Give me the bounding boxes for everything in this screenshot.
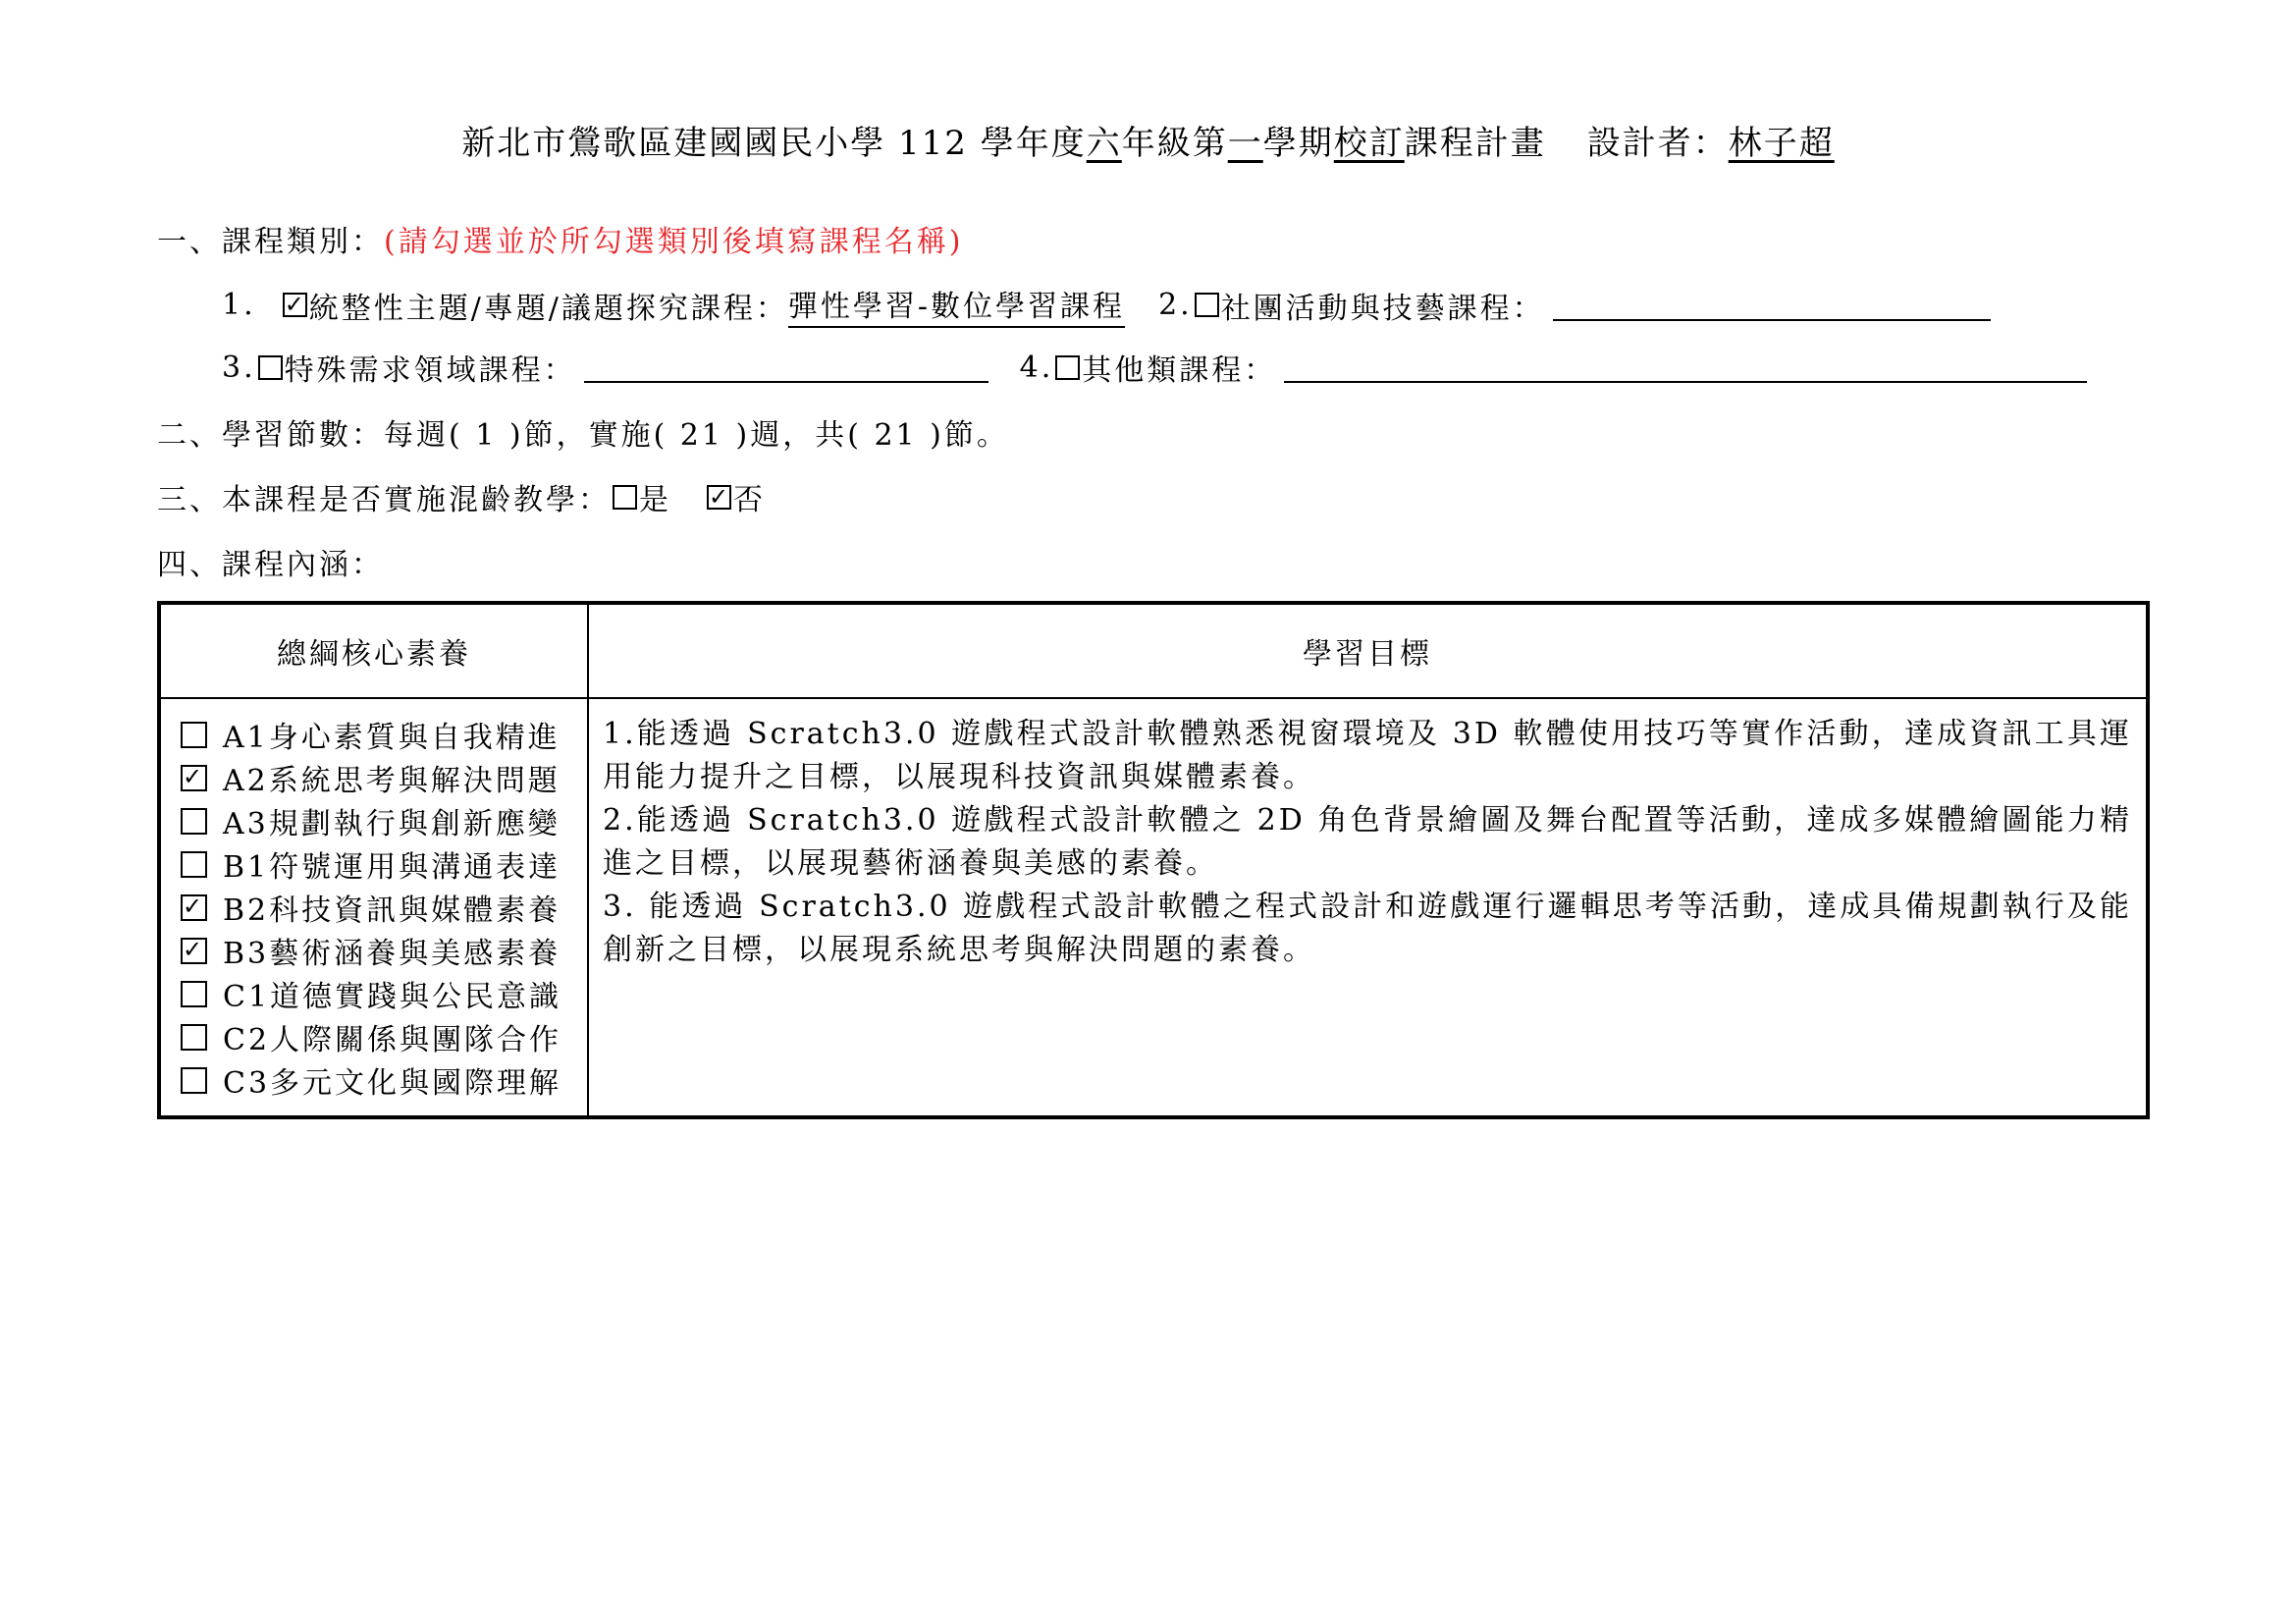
core-competency-item bbox=[179, 929, 587, 972]
learning-goals-header: 學習目標 bbox=[588, 603, 2148, 698]
core-competency-label: B1符號運用與溝通表達 bbox=[223, 850, 561, 885]
section-mixed-age: 三、本課程是否實施混齡教學： 是 ✓ 否 bbox=[157, 482, 766, 517]
core-competency-label: B2科技資訊與媒體素養 bbox=[223, 893, 561, 928]
core-competency-list bbox=[159, 698, 588, 1117]
core-competency-label: A3規劃執行與創新應變 bbox=[223, 807, 561, 841]
core-competency-item bbox=[179, 1058, 587, 1102]
section-lesson-count: 二、學習節數：每週( 1 )節，實施( 21 )週，共( 21 )節。 bbox=[157, 418, 1009, 453]
core-competency-checkbox[interactable] bbox=[181, 851, 207, 878]
section-course-category: 一、課程類別： (請勾選並於所勾選類別後填寫課程名稱) bbox=[157, 217, 963, 260]
core-competency-checkbox[interactable]: ✓ bbox=[183, 892, 206, 920]
core-competency-label: C3多元文化與國際理解 bbox=[223, 1066, 562, 1101]
learning-goal-item: 2.能透過 Scratch3.0 遊戲程式設計軟體之 2D 角色背景繪圖及舞台配置等活動，達成多媒體繪圖能力精進之目標，以展現藝術涵養與美感的素養。 bbox=[603, 803, 2132, 881]
core-competency-item bbox=[179, 886, 587, 929]
core-competency-checkbox[interactable] bbox=[181, 722, 207, 748]
semester-value: 一 bbox=[1227, 124, 1263, 163]
checkbox-mixed-age-no[interactable]: ✓ bbox=[709, 482, 732, 511]
core-competency-label: B3藝術涵養與美感素養 bbox=[223, 937, 561, 971]
core-competency-checkbox[interactable] bbox=[181, 981, 207, 1007]
instruction-note: (請勾選並於所勾選類別後填寫課程名稱) bbox=[384, 225, 964, 259]
core-competency-item bbox=[179, 1015, 587, 1058]
checkbox-other-course[interactable] bbox=[1055, 355, 1080, 380]
grade-value: 六 bbox=[1086, 124, 1122, 163]
core-competency-label: A1身心素質與自我精進 bbox=[223, 721, 561, 755]
section-course-content: 四、課程內涵： bbox=[157, 548, 384, 582]
core-competency-checkbox[interactable] bbox=[181, 1024, 207, 1051]
designer-label: 設計者： bbox=[1586, 124, 1729, 163]
plan-type-value: 校訂 bbox=[1333, 124, 1405, 163]
designer-name: 林子超 bbox=[1728, 124, 1835, 163]
core-competency-checkbox[interactable] bbox=[181, 808, 207, 835]
core-competency-item bbox=[179, 842, 587, 886]
learning-goals-list bbox=[588, 698, 2148, 1117]
core-competency-item bbox=[179, 799, 587, 842]
page-title: 新北市鶯歌區建國國民小學 112 學年度六年級第一學期校訂課程計畫 設計者：林子超 bbox=[461, 124, 1835, 163]
checkbox-special-needs-course[interactable] bbox=[258, 355, 283, 380]
core-competency-item bbox=[179, 972, 587, 1015]
learning-goal-item: 3. 能透過 Scratch3.0 遊戲程式設計軟體之程式設計和遊戲運行邏輯思考等活動，達成具備規劃執行及能創新之目標，以展現系統思考與解決問題的素養。 bbox=[603, 890, 2132, 967]
special-needs-course-blank[interactable] bbox=[584, 352, 988, 383]
core-competency-item bbox=[179, 756, 587, 799]
core-competency-label: C1道德實踐與公民意識 bbox=[223, 980, 562, 1014]
core-competency-item bbox=[179, 713, 587, 756]
core-competency-checkbox[interactable]: ✓ bbox=[183, 935, 206, 963]
checkbox-mixed-age-yes[interactable] bbox=[613, 485, 637, 510]
core-competency-label: A2系統思考與解決問題 bbox=[223, 764, 561, 798]
checkbox-integrated-course[interactable]: ✓ bbox=[284, 291, 307, 318]
course-category-row-1: 1. ✓ 統整性主題/專題/議題探究課程： 彈性學習-數位學習課程 2. 社團活動與技藝課程： bbox=[222, 282, 1991, 328]
core-competency-checkbox[interactable] bbox=[181, 1067, 207, 1094]
core-competency-checkbox[interactable]: ✓ bbox=[183, 762, 206, 790]
core-competency-label: C2人際關係與團隊合作 bbox=[223, 1023, 562, 1057]
course-content-table bbox=[157, 601, 2150, 1119]
club-course-blank[interactable] bbox=[1553, 290, 1991, 321]
checkbox-club-course[interactable] bbox=[1195, 293, 1219, 317]
core-competency-header: 總綱核心素養 bbox=[159, 603, 588, 698]
learning-goal-item: 1.能透過 Scratch3.0 遊戲程式設計軟體熟悉視窗環境及 3D 軟體使用技巧等實作活動，達成資訊工具運用能力提升之目標，以展現科技資訊與媒體素養。 bbox=[603, 717, 2132, 794]
course-category-row-2: 3. 特殊需求領域課程： 4. 其他類課程： bbox=[222, 346, 2087, 389]
integrated-course-name: 彈性學習-數位學習課程 bbox=[788, 282, 1125, 328]
other-course-blank[interactable] bbox=[1284, 352, 2087, 383]
